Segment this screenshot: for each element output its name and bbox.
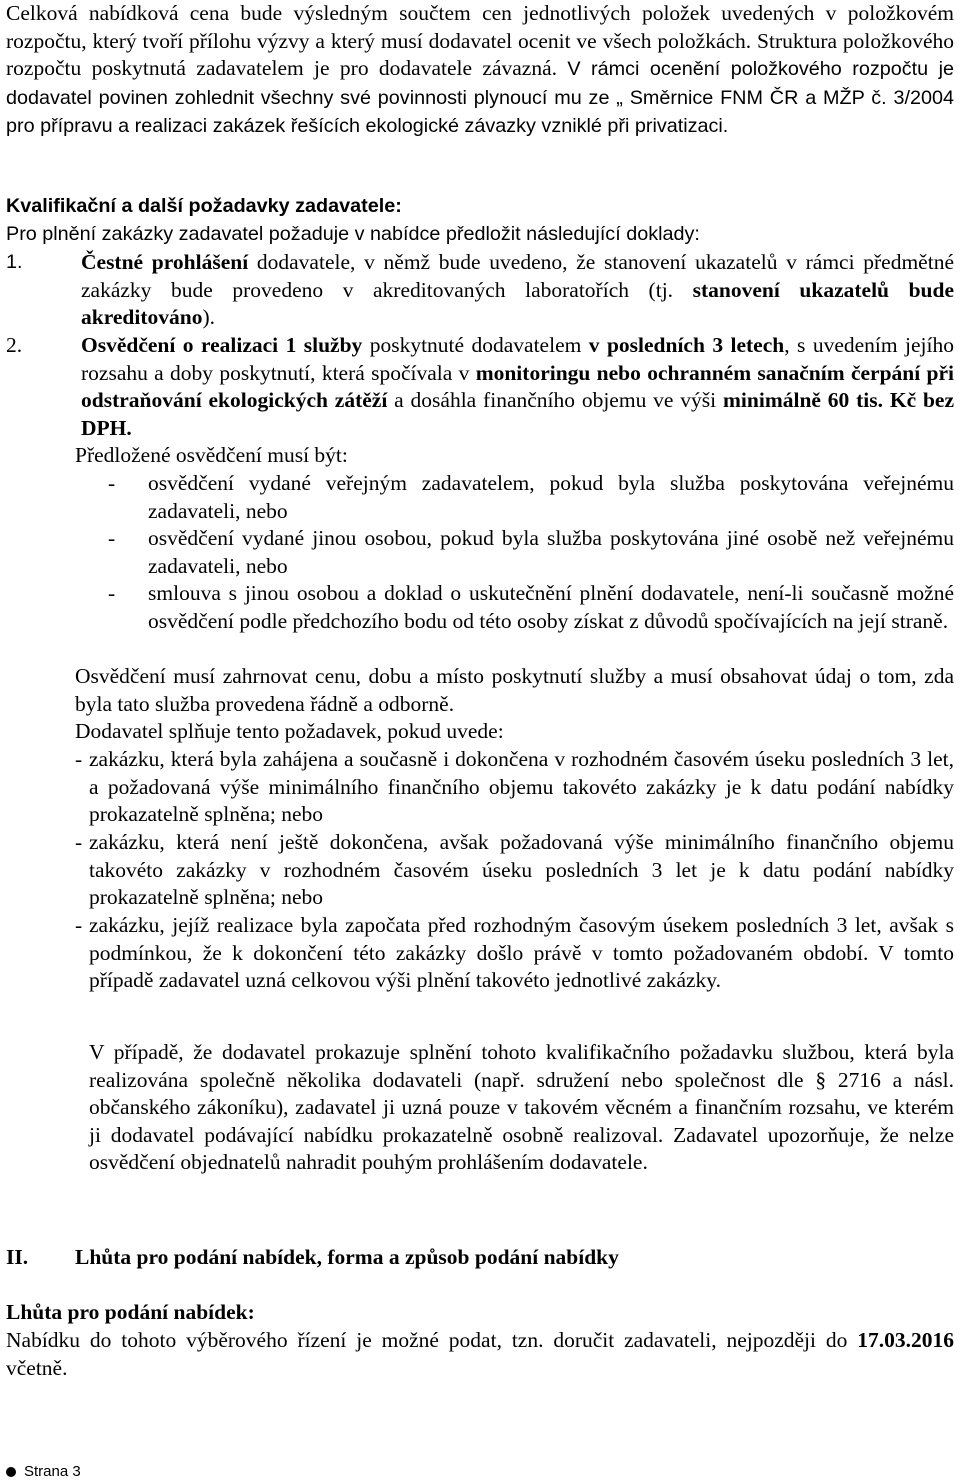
joint-supplier-paragraph <box>75 1039 954 1177</box>
intro-paragraph-2: V rámci ocenění položkového rozpočtu je dodavatel povinen zohlednit všechny své povinnosti plynoucí mu ze „ Směrnice FNM ČR a MŽP č. 3/2004 pro přípravu a realizaci zakázek řešících ekologické závazky vzniklé při privatizaci. <box>6 58 955 138</box>
dash-marker: - <box>108 581 116 605</box>
item1-bold-title: Čestné prohlášení <box>81 250 249 274</box>
dash-item-text: osvědčení vydané veřejným zadavatelem, pokud byla služba poskytována veřejnému zadavateli, nebo <box>148 471 954 523</box>
item1-text-end: ). <box>202 305 215 330</box>
dash-item-text: osvědčení vydané jinou osobou, pokud byla služba poskytována jiné osobě než veřejnému zadavateli, nebo <box>148 526 954 578</box>
item2-bold-scope: monitoringu nebo ochranném sanačním čerpání při odstraňování ekologických zátěží <box>81 360 955 413</box>
requirement-item-2 <box>6 332 954 442</box>
must-contain-text: Osvědčení musí zahrnovat cenu, dobu a místo poskytnutí služby a musí obsahovat údaj o tom, zda byla tato služba provedena řádně a odborně. <box>75 664 954 716</box>
item2-text: , s uvedením jejího rozsahu a doby poskytnutí, která spočívala v <box>81 333 954 385</box>
dash-item <box>108 525 954 580</box>
dash-marker: - <box>75 913 83 937</box>
deadline-paragraph <box>6 1327 954 1382</box>
qualification-lead: Pro plnění zakázky zadavatel požaduje v nabídce předložit následující doklady: <box>6 223 700 245</box>
section-2-heading <box>6 1244 954 1272</box>
condition-item <box>75 912 954 995</box>
intro-paragraph-1: Celková nabídková cena bude výsledným součtem cen jednotlivých položek uvedených v položkovém rozpočtu, který tvoří přílohu výzvy a který musí dodavatel ocenit ve všech položkách. Struktura položkového rozpočtu poskytnutá zadavatelem je pro dodavatele závazná. V rámci ocenění položkového rozpočtu je dodavatel povinen zohlednit všechny své povinnosti plynoucí mu ze „ Směrnice FNM ČR a MŽP č. 3/2004 pro přípravu a realizaci zakázek řešících ekologické závazky vzniklé při privatizaci. <box>6 1 955 138</box>
condition-item <box>75 829 954 912</box>
item2-bold-title: Osvědčení o realizaci 1 služby <box>81 333 363 357</box>
page-number: Strana 3 <box>24 1463 81 1480</box>
item2-bold-period: v posledních 3 letech <box>588 333 785 357</box>
dash-item <box>108 580 954 635</box>
dash-marker: - <box>108 526 116 550</box>
dash-marker: - <box>108 471 116 495</box>
page-footer <box>6 1462 81 1482</box>
dash-item <box>108 470 954 525</box>
item-number: 1. <box>6 251 23 273</box>
item-number: 2. <box>6 333 23 357</box>
condition-item <box>75 746 954 829</box>
dash-marker: - <box>75 747 83 771</box>
qualification-heading: Kvalifikační a další požadavky zadavatele: <box>6 195 402 217</box>
requirement-item-1 <box>6 249 954 332</box>
joint-supplier-text: V případě, že dodavatel prokazuje splnění tohoto kvalifikačního požadavku službou, která byla realizována společně několika dodavateli (např. sdružení nebo společnost dle § 2716 a násl. občanského zákoníku), zadavatel ji uzná pouze v takovém věcném a finančním rozsahu, ve kterém ji dodavatel podávající nabídku prokazatelně osobně realizoval. Zadavatel upozorňuje, že nelze osvědčení objednatelů nahradit pouhým prohlášením dodavatele. <box>89 1040 954 1175</box>
fulfills-label: Dodavatel splňuje tento požadavek, pokud uvede: <box>75 719 504 743</box>
item2-text: a dosáhla finančního objemu ve výši <box>387 388 723 413</box>
condition-text: zakázku, která byla zahájena a současně i dokončena v rozhodném časovém úseku posledních 3 let, a požadovaná výše minimálního finančního objemu takovéto zakázky je k datu podání nabídky prokazatelně splněna; nebo <box>89 747 954 827</box>
section-number: II. <box>6 1245 29 1269</box>
item2-bold-amount: minimálně 60 tis. Kč bez DPH. <box>81 388 954 440</box>
item2-text: poskytnuté dodavatelem <box>362 333 589 357</box>
must-be-label: Předložené osvědčení musí být: <box>75 443 348 467</box>
item1-bold-accredited: stanovení ukazatelů bude akreditováno <box>81 277 954 330</box>
dash-marker: - <box>75 830 83 854</box>
deadline-tail: včetně. <box>6 1355 68 1380</box>
deadline-subheading: Lhůta pro podání nabídek: <box>6 1300 255 1324</box>
item1-text: dodavatele, v němž bude uvedeno, že stanovení ukazatelů v rámci předmětné zakázky bude provedeno v akreditovaných laboratořích (tj. <box>81 250 954 302</box>
condition-text: zakázku, která není ještě dokončena, avšak požadovaná výše minimálního finančního objemu takovéto zakázky v rozhodném časovém úseku posledních 3 let je k datu podání nabídky prokazatelně splněna; nebo <box>89 830 954 910</box>
dash-item-text: smlouva s jinou osobou a doklad o uskutečnění plnění dodavatele, není-li současně možné osvědčení podle předchozího bodu od této osoby získat z důvodů spočívajících na její straně. <box>148 581 954 633</box>
bullet-icon <box>6 1467 16 1477</box>
deadline-text: Nabídku do tohoto výběrového řízení je možné podat, tzn. doručit zadavateli, nejpozději do <box>6 1328 858 1352</box>
deadline-date: 17.03.2016 <box>857 1328 954 1352</box>
must-contain-paragraph <box>75 663 954 718</box>
condition-text: zakázku, jejíž realizace byla započata před rozhodným časovým úsekem posledních 3 let, avšak s podmínkou, že k dokončení této zakázky došlo právě v tomto požadovaném období. V tomto případě zadavatel uzná celkovou výši plnění takovéto jednotlivé zakázky. <box>89 913 954 993</box>
section-title: Lhůta pro podání nabídek, forma a způsob podání nabídky <box>75 1245 619 1269</box>
